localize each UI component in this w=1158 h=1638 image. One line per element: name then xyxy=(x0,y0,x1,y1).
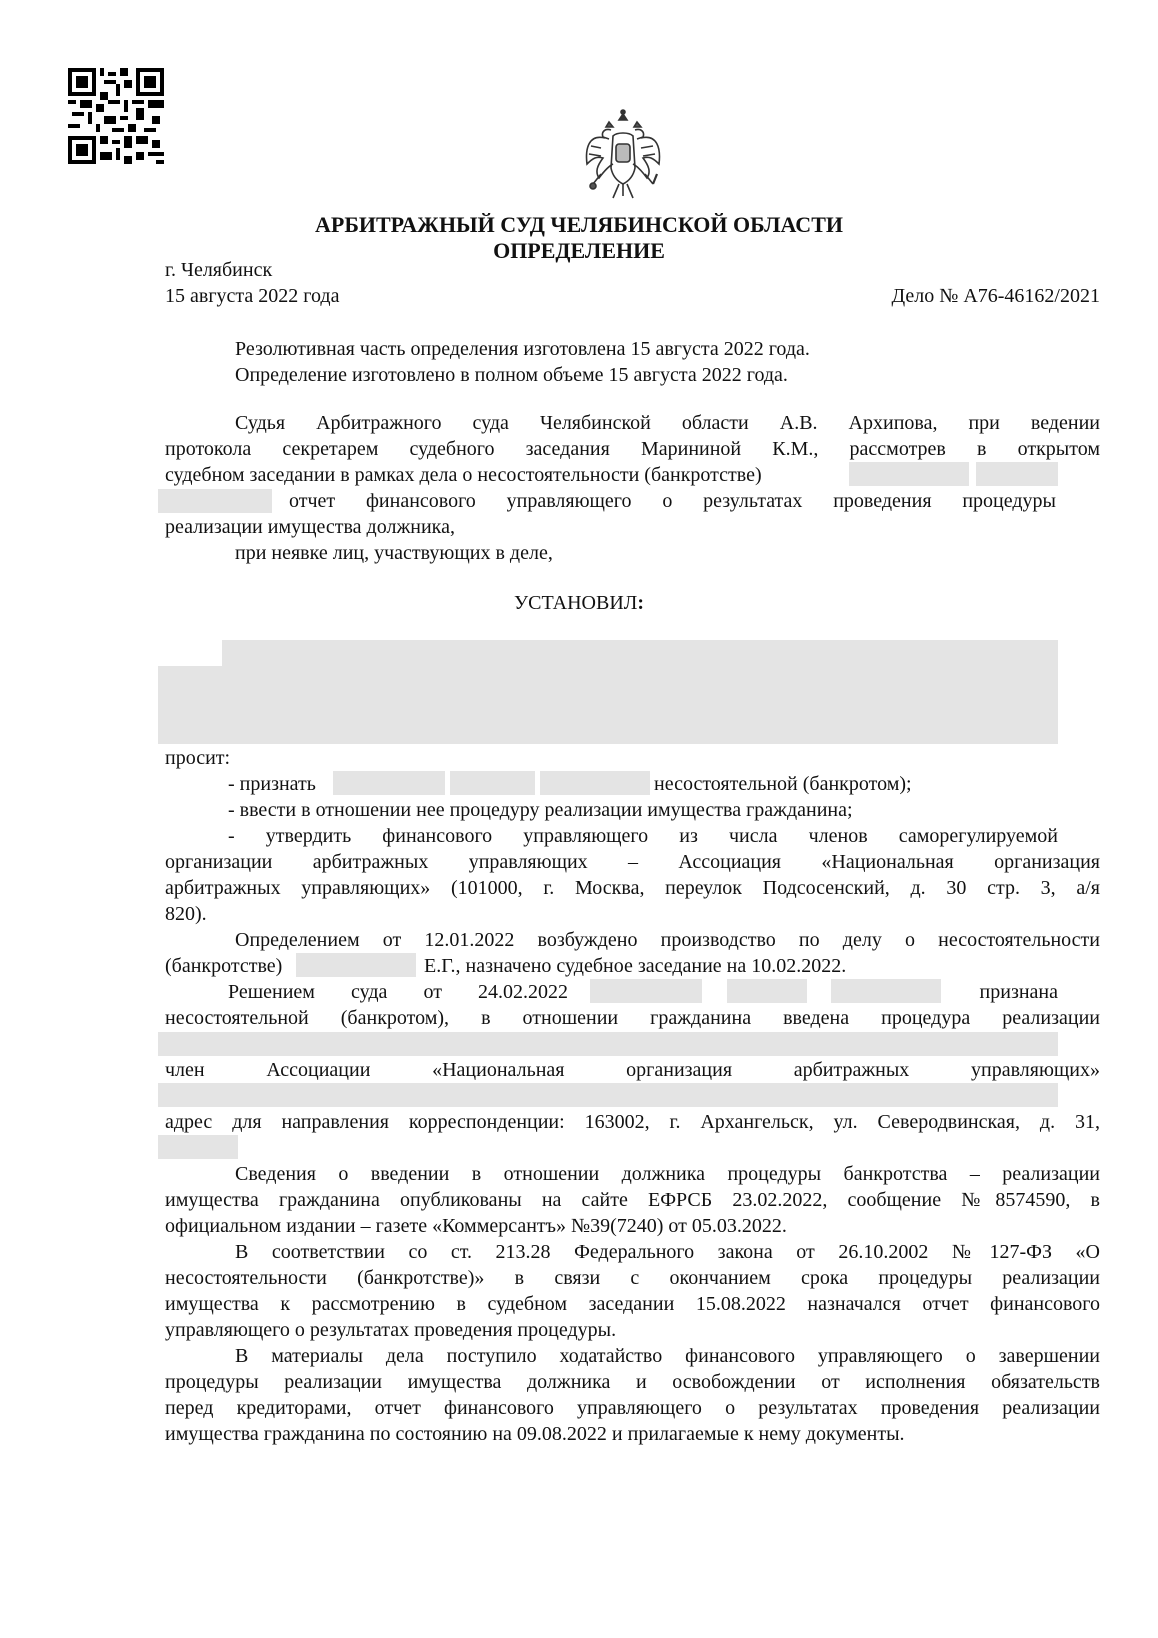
request-3-line: 820). xyxy=(165,903,207,925)
redaction xyxy=(540,771,650,795)
p5-line: официальном издании – газете «Коммерсантъ» №39(7240) от 05.03.2022. xyxy=(165,1215,787,1237)
redaction xyxy=(976,462,1058,486)
asks-label: просит: xyxy=(165,747,231,769)
p7-line: В материалы дела поступило ходатайство финансового управляющего о завершении xyxy=(235,1345,1100,1367)
redaction xyxy=(831,979,941,1003)
p5-line: Сведения о введении в отношении должника процедуры банкротства – реализации xyxy=(235,1163,1100,1185)
redaction xyxy=(333,771,445,795)
p6-line: имущества к рассмотрению в судебном заседании 15.08.2022 назначался отчет финансового xyxy=(165,1293,1100,1315)
p1-line: Судья Арбитражного суда Челябинской области А.В. Архипова, при ведении xyxy=(235,412,1100,434)
case-number: Дело № А76-46162/2021 xyxy=(891,285,1100,307)
p1-line: протокола секретарем судебного заседания Марининой К.М., рассмотрев в открытом xyxy=(165,438,1100,460)
p3-line: Определением от 12.01.2022 возбуждено производство по делу о несостоятельности xyxy=(235,929,1100,951)
redaction xyxy=(450,771,535,795)
p4-line: адрес для направления корреспонденции: 163002, г. Архангельск, ул. Северодвинская, д. 31, xyxy=(165,1111,1100,1133)
request-3-line: организации арбитражных управляющих – Ассоциация «Национальная организация xyxy=(165,851,1100,873)
russian-emblem-icon xyxy=(583,108,663,204)
p3-line-end: Е.Г., назначено судебное заседание на 10.02.2022. xyxy=(424,955,847,977)
p7-line: процедуры реализации имущества должника и освобождении от исполнения обязательств xyxy=(165,1371,1100,1393)
p1-line: реализации имущества должника, xyxy=(165,516,455,538)
p6-line: В соответствии со ст. 213.28 Федерального закона от 26.10.2002 №127-ФЗ «О xyxy=(235,1241,1100,1263)
redaction xyxy=(158,666,1058,744)
redaction xyxy=(158,1135,238,1159)
document-date: 15 августа 2022 года xyxy=(165,285,340,307)
p7-line: перед кредиторами, отчет финансового управляющего о результатах проведения реализации xyxy=(165,1397,1100,1419)
redaction xyxy=(158,1083,1058,1107)
redaction xyxy=(590,979,702,1003)
request-2: - ввести в отношении нее процедуру реализации имущества гражданина; xyxy=(228,799,853,821)
request-1: - признать xyxy=(228,773,316,795)
request-3-line: - утвердить финансового управляющего из числа членов саморегулируемой xyxy=(228,825,1058,847)
p5-line: имущества гражданина опубликованы на сайте ЕФРСБ 23.02.2022, сообщение №8574590, в xyxy=(165,1189,1100,1211)
p4-line-start: Решением суда от 24.02.2022 xyxy=(228,981,568,1003)
redaction xyxy=(222,640,1058,666)
p7-line: имущества гражданина по состоянию на 09.08.2022 и прилагаемые к нему документы. xyxy=(165,1423,905,1445)
p3-line-start: (банкротстве) xyxy=(165,955,283,977)
established-heading xyxy=(0,590,1158,616)
p4-line: член Ассоциации «Национальная организация арбитражных управляющих» xyxy=(165,1059,1100,1081)
city: г. Челябинск xyxy=(165,259,273,281)
redaction xyxy=(158,489,272,513)
p1-line: отчет финансового управляющего о результатах проведения процедуры xyxy=(289,490,1056,512)
redaction xyxy=(296,953,416,977)
redaction xyxy=(849,462,969,486)
document-type: ОПРЕДЕЛЕНИЕ xyxy=(493,238,665,263)
p2-line: при неявке лиц, участвующих в деле, xyxy=(235,542,553,564)
court-name: АРБИТРАЖНЫЙ СУД ЧЕЛЯБИНСКОЙ ОБЛАСТИ xyxy=(315,212,843,237)
redaction xyxy=(727,979,807,1003)
established-word: УСТАНОВИЛ xyxy=(513,592,638,614)
p6-line: несостоятельности (банкротстве)» в связи с окончанием срока процедуры реализации xyxy=(165,1267,1100,1289)
established-colon: : xyxy=(637,592,645,614)
request-3-line: арбитражных управляющих» (101000, г. Москва, переулок Подсосенский, д. 30 стр. 3, а/я xyxy=(165,877,1100,899)
p6-line: управляющего о результатах проведения процедуры. xyxy=(165,1319,617,1341)
p1-line-text: судебном заседании в рамках дела о несостоятельности (банкротстве) xyxy=(165,464,762,486)
p4-line: несостоятельной (банкротом), в отношении гражданина введена процедура реализации xyxy=(165,1007,1100,1029)
p4-line-end: признана xyxy=(979,981,1058,1003)
resolution-note: Резолютивная часть определения изготовлена 15 августа 2022 года. xyxy=(235,338,810,360)
full-text-note: Определение изготовлено в полном объеме 15 августа 2022 года. xyxy=(235,364,788,386)
redaction xyxy=(158,1032,1058,1056)
request-1-end: несостоятельной (банкротом); xyxy=(654,773,912,795)
qr-code xyxy=(68,68,164,164)
